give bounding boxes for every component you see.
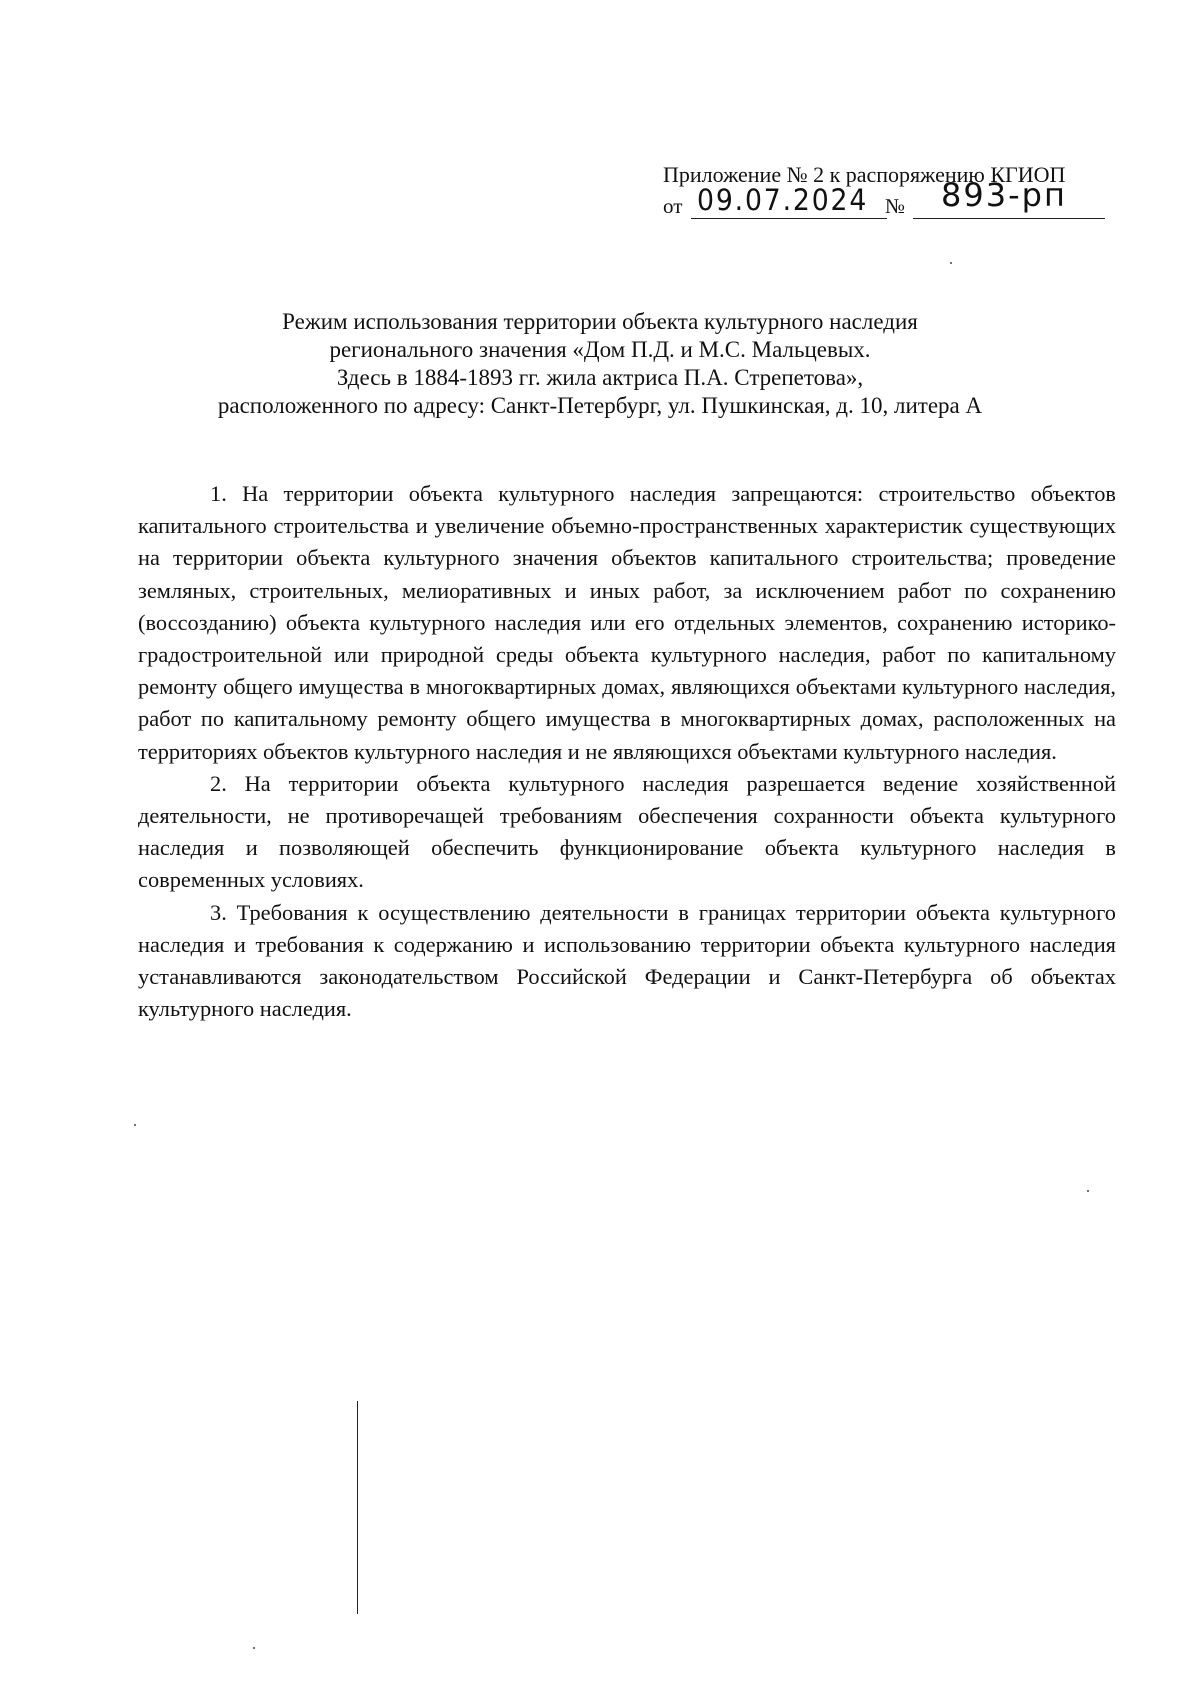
title-line-1: Режим использования территории объекта культурного наследия [282,309,918,334]
handwritten-date: 09.07.2024 [697,183,869,217]
number-sign: № [885,194,906,218]
number-underline [913,218,1105,219]
scan-speck [253,1647,255,1649]
scan-speck [134,1124,136,1126]
scan-speck [950,262,952,264]
appendix-label: Приложение № 2 к распоряжению КГИОП [663,162,1066,187]
paragraph-1: 1. На территории объекта культурного наследия запрещаются: строительство объектов капитального строительства и увеличение объемно-пространственных характеристик существующих на территории объекта культурного значения объектов капитального строительства; проведение земляных, строительных, мелиоративных и иных работ, за исключением работ по сохранению (воссозданию) объекта культурного наследия или его отдельных элементов, сохранению историко-градостроительной или природной среды объекта культурного наследия, работ по капитальному ремонту общего имущества в многоквартирных домах, являющихся объектами культурного наследия, работ по капитальному ремонту общего имущества в многоквартирных домах, расположенных на территориях объектов культурного наследия и не являющихся объектами культурного наследия. [138,481,1116,764]
margin-vertical-line [357,1401,358,1614]
scan-speck [1087,1190,1089,1192]
document-body [138,478,1116,1025]
appendix-header [663,160,1123,220]
title-line-3: Здесь в 1884-1893 гг. жила актриса П.А. Стрепетова», [336,365,864,390]
paragraph-3: 3. Требования к осуществлению деятельности в границах территории объекта культурного наследия и требования к содержанию и использованию территории объекта культурного наследия устанавливаются законодательством Российской Федерации и Санкт-Петербурга об объектах культурного наследия. [138,899,1116,1022]
handwritten-number: 893-рп [941,176,1067,214]
date-prefix: от [663,194,683,218]
date-underline [691,218,887,219]
document-title [150,308,1050,420]
title-line-2: регионального значения «Дом П.Д. и М.С. Мальцевых. [329,337,871,362]
paragraph-2: 2. На территории объекта культурного наследия разрешается ведение хозяйственной деятельности, не противоречащей требованиям обеспечения сохранности объекта культурного наследия и позволяющей обеспечить функционирование объекта культурного наследия в современных условиях. [138,770,1116,893]
date-number-line [663,176,1123,220]
title-line-4: расположенного по адресу: Санкт-Петербург, ул. Пушкинская, д. 10, литера А [217,393,983,418]
